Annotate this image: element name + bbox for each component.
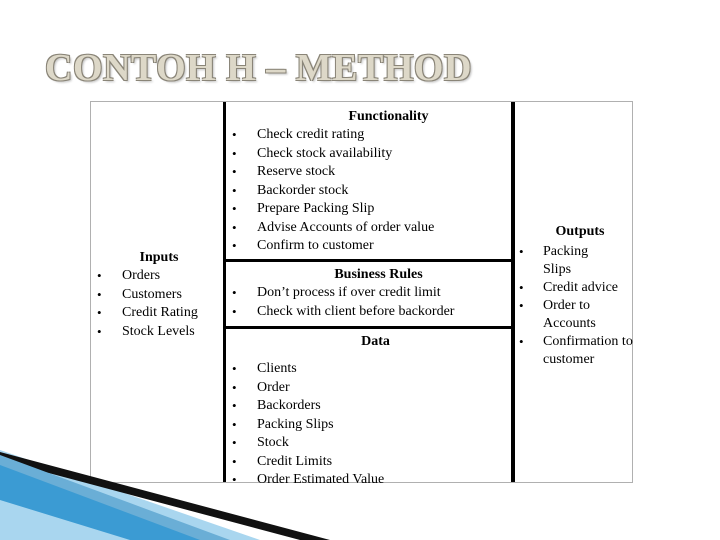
- list-item: • Customers: [91, 286, 223, 305]
- divider-rules-data: [226, 326, 511, 329]
- functionality-list: [226, 126, 511, 256]
- functionality-section: [226, 108, 511, 256]
- list-item: • Check stock availability: [226, 145, 511, 164]
- list-item: • Confirmation to customer: [515, 333, 633, 369]
- list-item: • Stock Levels: [91, 323, 223, 342]
- divider-functionality-rules: [226, 259, 511, 262]
- data-heading: Data: [361, 334, 390, 349]
- slide-title: CONTOH H – METHOD: [45, 47, 472, 89]
- list-item: • Backorder stock: [226, 182, 511, 201]
- list-item: • Don’t process if over credit limit: [226, 284, 511, 303]
- list-item: • Order Estimated Value: [226, 471, 511, 490]
- outputs-list: [515, 243, 633, 369]
- list-item: • Prepare Packing Slip: [226, 200, 511, 219]
- inputs-heading: Inputs: [139, 250, 179, 265]
- outputs-heading: Outputs: [555, 224, 605, 239]
- h-method-diagram: [90, 101, 633, 487]
- business-rules-list: [226, 284, 511, 321]
- list-item: • Packing Slips: [515, 243, 603, 279]
- list-item: • Confirm to customer: [226, 237, 511, 256]
- list-item: • Backorders: [226, 397, 511, 416]
- list-item: • Stock: [226, 434, 511, 453]
- outputs-section: [515, 223, 633, 369]
- list-item: • Check with client before backorder: [226, 303, 511, 322]
- functionality-heading: Functionality: [348, 109, 429, 124]
- list-item: • Credit Limits: [226, 453, 511, 472]
- list-item: • Clients: [226, 360, 511, 379]
- list-item: • Credit advice: [515, 279, 633, 297]
- list-item: • Advise Accounts of order value: [226, 219, 511, 238]
- inputs-list: [91, 267, 223, 341]
- list-item: • Order to Accounts: [515, 297, 623, 333]
- list-item: • Check credit rating: [226, 126, 511, 145]
- business-rules-section: [226, 266, 511, 321]
- business-rules-heading: Business Rules: [334, 267, 423, 282]
- list-item: • Orders: [91, 267, 223, 286]
- slide-corner-decoration: [0, 430, 720, 540]
- inputs-section: [91, 249, 223, 341]
- list-item: • Order: [226, 379, 511, 398]
- list-item: • Reserve stock: [226, 163, 511, 182]
- list-item: • Packing Slips: [226, 416, 511, 435]
- list-item: • Credit Rating: [91, 304, 223, 323]
